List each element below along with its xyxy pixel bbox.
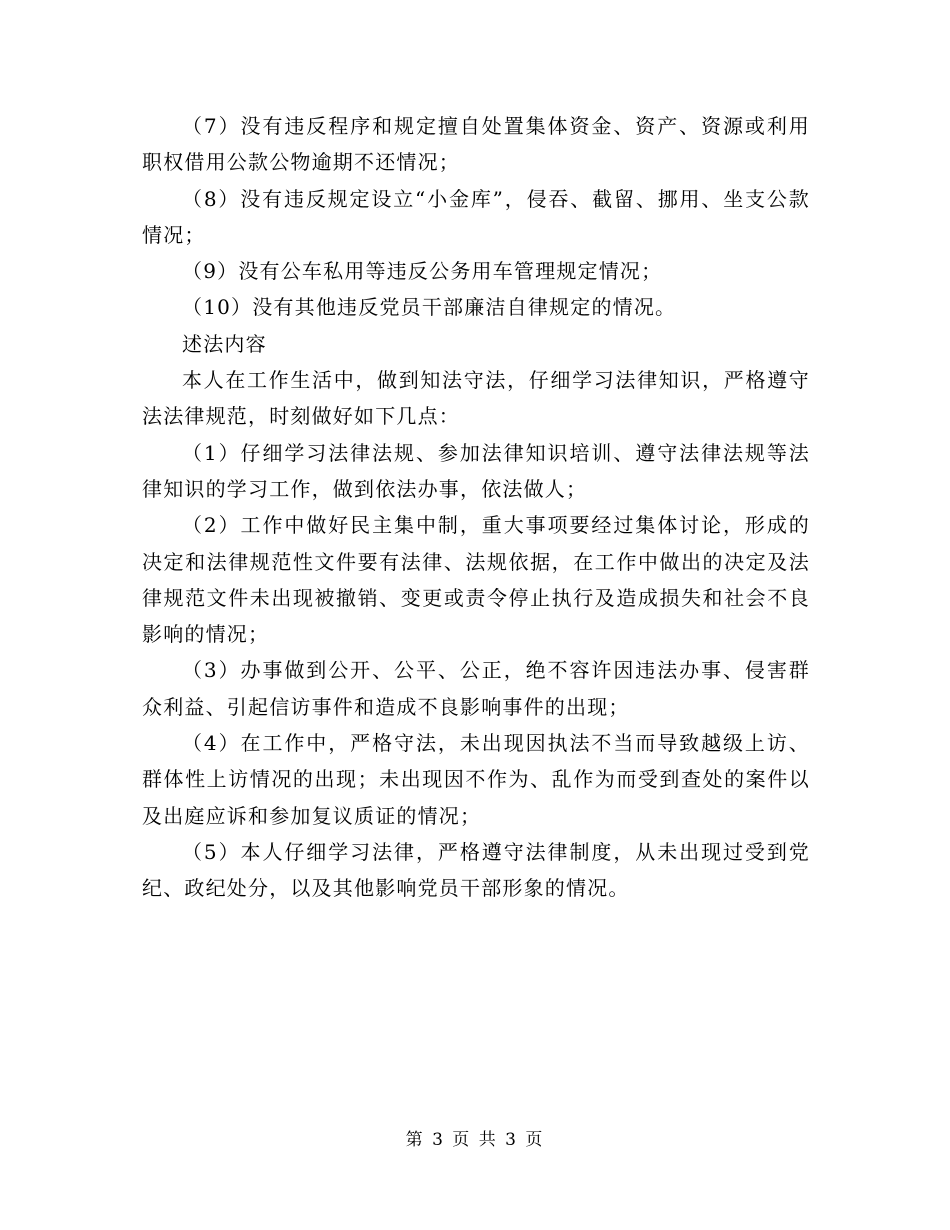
paragraph-item-7: （7）没有违反程序和规定擅自处置集体资金、资产、资源或利用职权借用公款公物逾期不还情况； bbox=[142, 114, 810, 175]
paragraph-item-10: （10）没有其他违反党员干部廉洁自律规定的情况。 bbox=[182, 295, 677, 320]
intro-paragraph: 本人在工作生活中，做到知法守法，仔细学习法律知识，严格遵守法法律规范，时刻做好如下几点： bbox=[142, 368, 810, 429]
page-number-footer: 第 3 页 共 3 页 bbox=[405, 1130, 545, 1150]
section-heading: 述法内容 bbox=[182, 331, 267, 356]
paragraph-point-2: （2）工作中做好民主集中制，重大事项要经过集体讨论，形成的决定和法律规范性文件要有法律、法规依据，在工作中做出的决定及法律规范文件未出现被撤销、变更或责令停止执行及造成损失和社会不良影响的情况； bbox=[142, 513, 810, 647]
paragraph-point-1: （1）仔细学习法律法规、参加法律知识培训、遵守法律法规等法律知识的学习工作，做到依法办事，依法做人； bbox=[142, 440, 810, 501]
paragraph-point-5: （5）本人仔细学习法律，严格遵守法律制度，从未出现过受到党纪、政纪处分，以及其他影响党员干部形象的情况。 bbox=[142, 839, 810, 901]
paragraph-point-4: （4）在工作中，严格守法，未出现因执法不当而导致越级上访、群体性上访情况的出现；未出现因不作为、乱作为而受到查处的案件以及出庭应诉和参加复议质证的情况； bbox=[142, 731, 810, 828]
paragraph-point-3: （3）办事做到公开、公平、公正，绝不容许因违法办事、侵害群众利益、引起信访事件和造成不良影响事件的出现； bbox=[142, 658, 810, 719]
paragraph-item-8: （8）没有违反规定设立“小金库”，侵吞、截留、挪用、坐支公款情况； bbox=[142, 186, 810, 247]
paragraph-item-9: （9）没有公车私用等违反公务用车管理规定情况； bbox=[182, 259, 663, 284]
document-body bbox=[142, 108, 810, 907]
